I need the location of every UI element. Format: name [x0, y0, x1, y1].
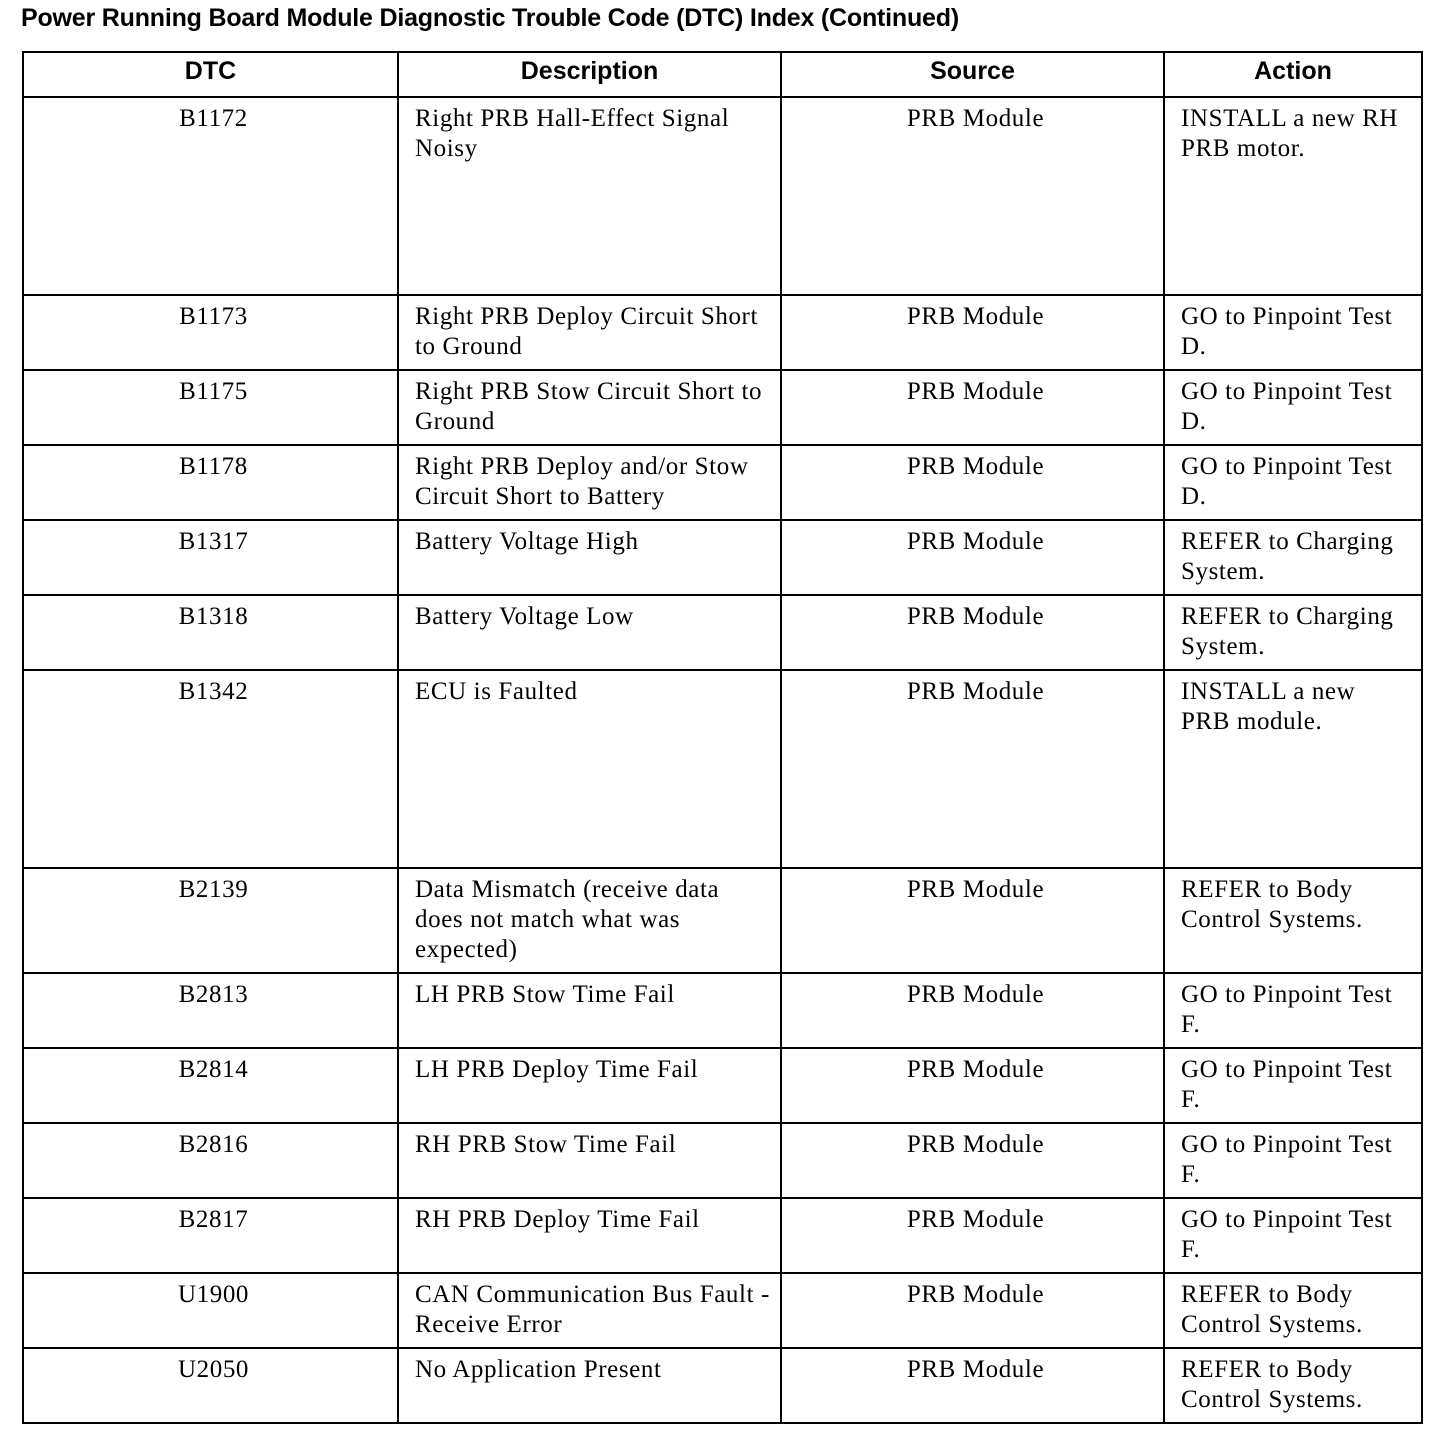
cell-dtc: B2139 [23, 868, 398, 973]
cell-dtc: B1317 [23, 520, 398, 595]
cell-source: PRB Module [781, 445, 1164, 520]
cell-action: REFER to Charging System. [1164, 595, 1422, 670]
cell-action: GO to Pinpoint Test F. [1164, 973, 1422, 1048]
dtc-index-table [22, 51, 1423, 1424]
cell-description: Right PRB Hall-Effect Signal Noisy [398, 97, 781, 295]
cell-dtc: B1342 [23, 670, 398, 868]
table-row [23, 1273, 1422, 1348]
table-row [23, 1048, 1422, 1123]
cell-description: LH PRB Stow Time Fail [398, 973, 781, 1048]
cell-source: PRB Module [781, 370, 1164, 445]
cell-action: GO to Pinpoint Test F. [1164, 1123, 1422, 1198]
header-description: Description [398, 52, 781, 97]
cell-description: Battery Voltage High [398, 520, 781, 595]
table-header [23, 52, 1422, 97]
table-row [23, 973, 1422, 1048]
header-action: Action [1164, 52, 1422, 97]
cell-action: GO to Pinpoint Test D. [1164, 370, 1422, 445]
table-row [23, 97, 1422, 295]
table-row [23, 370, 1422, 445]
cell-description: Right PRB Deploy Circuit Short to Ground [398, 295, 781, 370]
cell-source: PRB Module [781, 295, 1164, 370]
cell-description: No Application Present [398, 1348, 781, 1423]
cell-source: PRB Module [781, 973, 1164, 1048]
cell-action: GO to Pinpoint Test F. [1164, 1198, 1422, 1273]
table-row [23, 1198, 1422, 1273]
table-row [23, 295, 1422, 370]
cell-dtc: U1900 [23, 1273, 398, 1348]
cell-description: ECU is Faulted [398, 670, 781, 868]
table-row [23, 1348, 1422, 1423]
cell-action: GO to Pinpoint Test D. [1164, 445, 1422, 520]
table-row [23, 1123, 1422, 1198]
cell-action: GO to Pinpoint Test D. [1164, 295, 1422, 370]
table-row [23, 670, 1422, 868]
cell-source: PRB Module [781, 97, 1164, 295]
table-row [23, 595, 1422, 670]
table-row [23, 520, 1422, 595]
cell-action: GO to Pinpoint Test F. [1164, 1048, 1422, 1123]
cell-source: PRB Module [781, 1123, 1164, 1198]
cell-dtc: B2814 [23, 1048, 398, 1123]
cell-source: PRB Module [781, 1273, 1164, 1348]
cell-action: REFER to Charging System. [1164, 520, 1422, 595]
cell-dtc: U2050 [23, 1348, 398, 1423]
cell-dtc: B2813 [23, 973, 398, 1048]
page-title: Power Running Board Module Diagnostic Trouble Code (DTC) Index (Continued) [21, 4, 959, 32]
cell-dtc: B2817 [23, 1198, 398, 1273]
cell-action: INSTALL a new PRB module. [1164, 670, 1422, 868]
cell-action: INSTALL a new RH PRB motor. [1164, 97, 1422, 295]
table-row [23, 445, 1422, 520]
cell-description: Battery Voltage Low [398, 595, 781, 670]
header-source: Source [781, 52, 1164, 97]
cell-dtc: B1178 [23, 445, 398, 520]
cell-description: Data Mismatch (receive data does not match what was expected) [398, 868, 781, 973]
cell-dtc: B1173 [23, 295, 398, 370]
cell-action: REFER to Body Control Systems. [1164, 868, 1422, 973]
cell-description: RH PRB Deploy Time Fail [398, 1198, 781, 1273]
cell-action: REFER to Body Control Systems. [1164, 1348, 1422, 1423]
cell-dtc: B1318 [23, 595, 398, 670]
cell-source: PRB Module [781, 670, 1164, 868]
cell-dtc: B1175 [23, 370, 398, 445]
cell-source: PRB Module [781, 1198, 1164, 1273]
cell-source: PRB Module [781, 595, 1164, 670]
cell-description: CAN Communication Bus Fault - Receive Error [398, 1273, 781, 1348]
table-body [23, 97, 1422, 1423]
table-row [23, 868, 1422, 973]
header-row [23, 52, 1422, 97]
cell-description: Right PRB Deploy and/or Stow Circuit Short to Battery [398, 445, 781, 520]
cell-source: PRB Module [781, 1348, 1164, 1423]
cell-description: Right PRB Stow Circuit Short to Ground [398, 370, 781, 445]
cell-source: PRB Module [781, 868, 1164, 973]
cell-source: PRB Module [781, 520, 1164, 595]
cell-dtc: B1172 [23, 97, 398, 295]
header-dtc: DTC [23, 52, 398, 97]
cell-dtc: B2816 [23, 1123, 398, 1198]
cell-description: LH PRB Deploy Time Fail [398, 1048, 781, 1123]
cell-source: PRB Module [781, 1048, 1164, 1123]
cell-description: RH PRB Stow Time Fail [398, 1123, 781, 1198]
cell-action: REFER to Body Control Systems. [1164, 1273, 1422, 1348]
